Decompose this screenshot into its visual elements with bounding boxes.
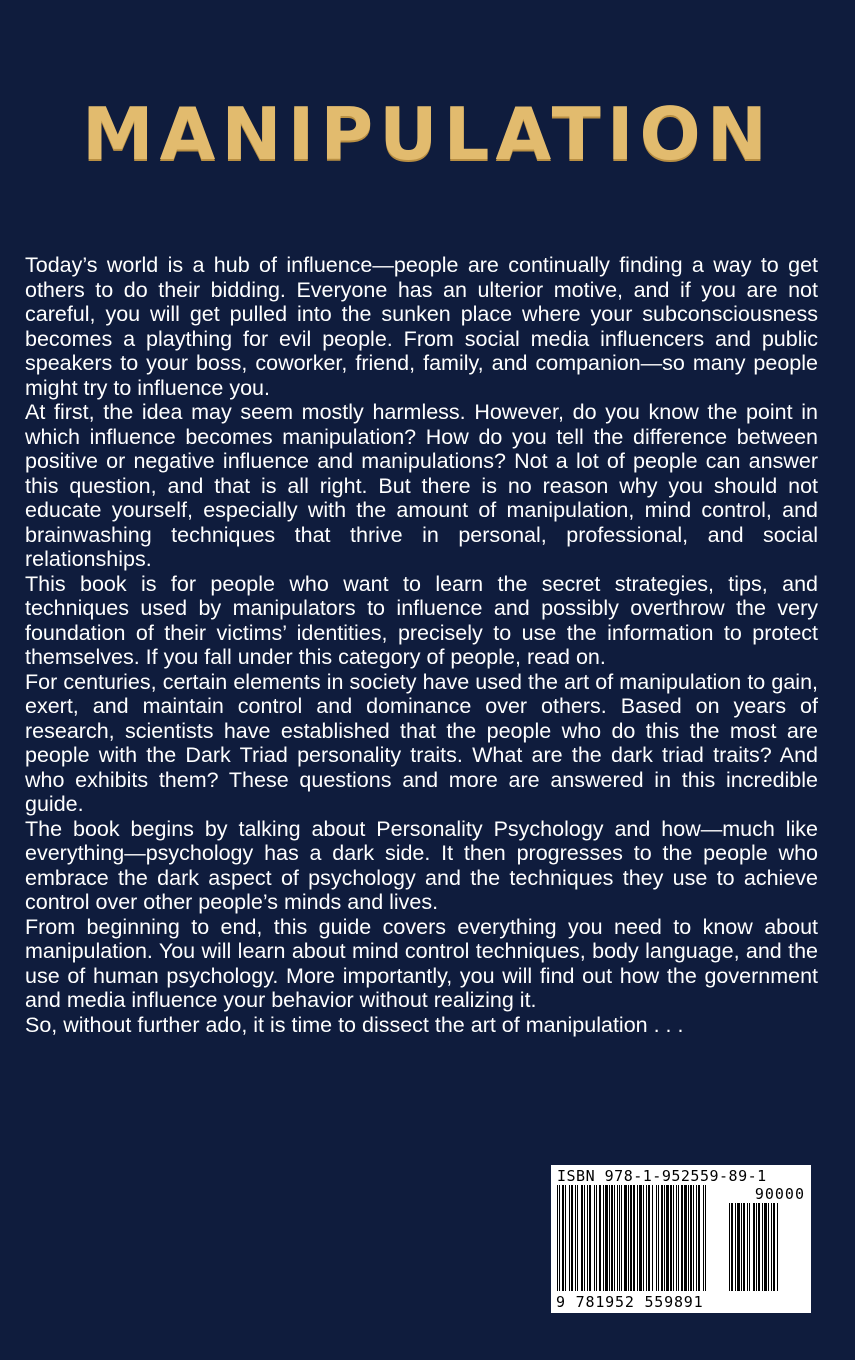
barcode-bar bbox=[743, 1203, 745, 1291]
barcode-bar bbox=[584, 1185, 585, 1291]
barcode-bar bbox=[589, 1185, 591, 1291]
barcode-bar bbox=[777, 1203, 778, 1291]
barcode-bar bbox=[652, 1185, 653, 1291]
barcode-bar bbox=[735, 1203, 736, 1291]
blurb-paragraph: This book is for people who want to learn the secret strategies, tips, and techniques used by manipulators to influence and possibly overthrow the very foundation of their victims’ identities, precisely to use the information to protect themselves. If you fall under this category of people, read on. bbox=[25, 571, 818, 669]
isbn-label: ISBN 978-1-952559-89-1 bbox=[557, 1167, 767, 1185]
barcode-bar bbox=[571, 1185, 573, 1291]
barcode-bar bbox=[559, 1185, 560, 1291]
barcode-bar bbox=[643, 1185, 644, 1291]
barcode-bar bbox=[609, 1185, 610, 1291]
barcode-bar bbox=[762, 1203, 763, 1291]
blurb-paragraph: For centuries, certain elements in society have used the art of manipulation to gain, exert, and maintain control and dominance over others. Based on years of research, scientists have established that the people who do this the most are people with the Dark Triad personality traits. What are the dark triad traits? And who exhibits them? These questions and more are answered in this incredible guide. bbox=[25, 669, 818, 816]
barcode-bar bbox=[603, 1185, 604, 1291]
barcode-bar bbox=[773, 1203, 775, 1291]
barcode-bar bbox=[741, 1203, 742, 1291]
blurb-paragraph: Today’s world is a hub of influence—people are continually finding a way to get others to do their bidding. Everyone has an ulterior motive, and if you are not careful, you will get pulled into the sunken place where your subconsciousness becomes a plaything for evil people. From social media influencers and public speakers to your boss, coworker, friend, family, and companion—so many people might try to influence you. bbox=[25, 253, 818, 400]
barcode-bar bbox=[599, 1185, 601, 1291]
barcode-bar bbox=[756, 1203, 757, 1291]
blurb-paragraph: From beginning to end, this guide covers everything you need to know about manipulation. You will learn about mind control techniques, body language, and the use of human psychology. More importantly, you will find out how the government and media influence your behavior without realizing it. bbox=[25, 914, 818, 1012]
barcode-bar bbox=[617, 1185, 618, 1291]
barcode-bar bbox=[658, 1185, 659, 1291]
barcode-bar bbox=[557, 1185, 558, 1291]
barcode-bar bbox=[614, 1185, 615, 1291]
barcode-bar bbox=[753, 1203, 755, 1291]
barcode-bar bbox=[621, 1185, 622, 1291]
barcode-bar bbox=[764, 1203, 767, 1291]
price-code: 90000 bbox=[754, 1185, 805, 1203]
book-title: MANIPULATION bbox=[81, 92, 774, 176]
barcode-bar bbox=[729, 1203, 730, 1291]
barcode-bar bbox=[577, 1185, 578, 1291]
barcode-bar bbox=[624, 1185, 627, 1291]
barcode-bar bbox=[630, 1185, 632, 1291]
barcode-bar bbox=[747, 1203, 748, 1291]
barcode-bar bbox=[771, 1203, 772, 1291]
barcode-bar bbox=[575, 1185, 576, 1291]
blurb-text bbox=[25, 253, 818, 1037]
barcode-bar bbox=[749, 1203, 750, 1291]
addon-barcode-bars bbox=[729, 1203, 805, 1293]
barcode-bar bbox=[628, 1185, 629, 1291]
barcode-bar bbox=[731, 1203, 733, 1291]
barcode-bar bbox=[705, 1185, 706, 1291]
barcode-bar bbox=[703, 1185, 704, 1291]
barcode-bar bbox=[581, 1185, 583, 1291]
barcode-bar bbox=[569, 1185, 570, 1291]
barcode-bar bbox=[676, 1185, 677, 1291]
barcode-bar bbox=[670, 1185, 672, 1291]
barcode-bar bbox=[587, 1185, 588, 1291]
barcode-bar bbox=[688, 1185, 689, 1291]
barcode-bar bbox=[690, 1185, 692, 1291]
barcode-bar bbox=[758, 1203, 760, 1291]
barcode-bar bbox=[693, 1185, 694, 1291]
blurb-paragraph: So, without further ado, it is time to dissect the art of manipulation . . . bbox=[25, 1012, 684, 1037]
barcode-bar bbox=[594, 1185, 595, 1291]
ean-digits: 9 781952 559891 bbox=[556, 1293, 704, 1311]
barcode-bar bbox=[633, 1185, 635, 1291]
barcode-bar bbox=[678, 1185, 679, 1291]
barcode-bar bbox=[696, 1185, 697, 1291]
isbn-barcode bbox=[551, 1165, 811, 1313]
barcode-bar bbox=[666, 1185, 669, 1291]
blurb-paragraph: At first, the idea may seem mostly harmless. However, do you know the point in which influence becomes manipulation? How do you tell the difference between positive or negative influence and manipulations? Not a lot of people can answer this question, and that is all right. But there is no reason why you should not educate yourself, especially with the amount of manipulation, mind control, and brainwashing techniques that thrive in personal, professional, and social relationships. bbox=[25, 400, 818, 571]
barcode-bar bbox=[646, 1185, 647, 1291]
barcode-bar bbox=[605, 1185, 608, 1291]
blurb-paragraph: The book begins by talking about Personality Psychology and how—much like everything—psychology has a dark side. It then progresses to the people who embrace the dark aspect of psychology and the techniques they use to achieve control over other people’s minds and lives. bbox=[25, 816, 818, 914]
barcode-bar bbox=[664, 1185, 665, 1291]
barcode-bar bbox=[681, 1185, 683, 1291]
barcode-bar bbox=[565, 1185, 566, 1291]
ean-barcode-bars bbox=[557, 1185, 725, 1293]
barcode-bar bbox=[611, 1185, 613, 1291]
barcode-bar bbox=[639, 1185, 642, 1291]
barcode-bar bbox=[661, 1185, 663, 1291]
barcode-bar bbox=[698, 1185, 700, 1291]
barcode-bar bbox=[768, 1203, 769, 1291]
barcode-bar bbox=[737, 1203, 740, 1291]
barcode-bar bbox=[648, 1185, 650, 1291]
barcode-bar bbox=[562, 1185, 564, 1291]
barcode-bar bbox=[684, 1185, 687, 1291]
barcode-bar bbox=[637, 1185, 638, 1291]
barcode-bar bbox=[596, 1185, 597, 1291]
barcode-bar bbox=[673, 1185, 674, 1291]
barcode-bar bbox=[619, 1185, 620, 1291]
barcode-bar bbox=[656, 1185, 657, 1291]
